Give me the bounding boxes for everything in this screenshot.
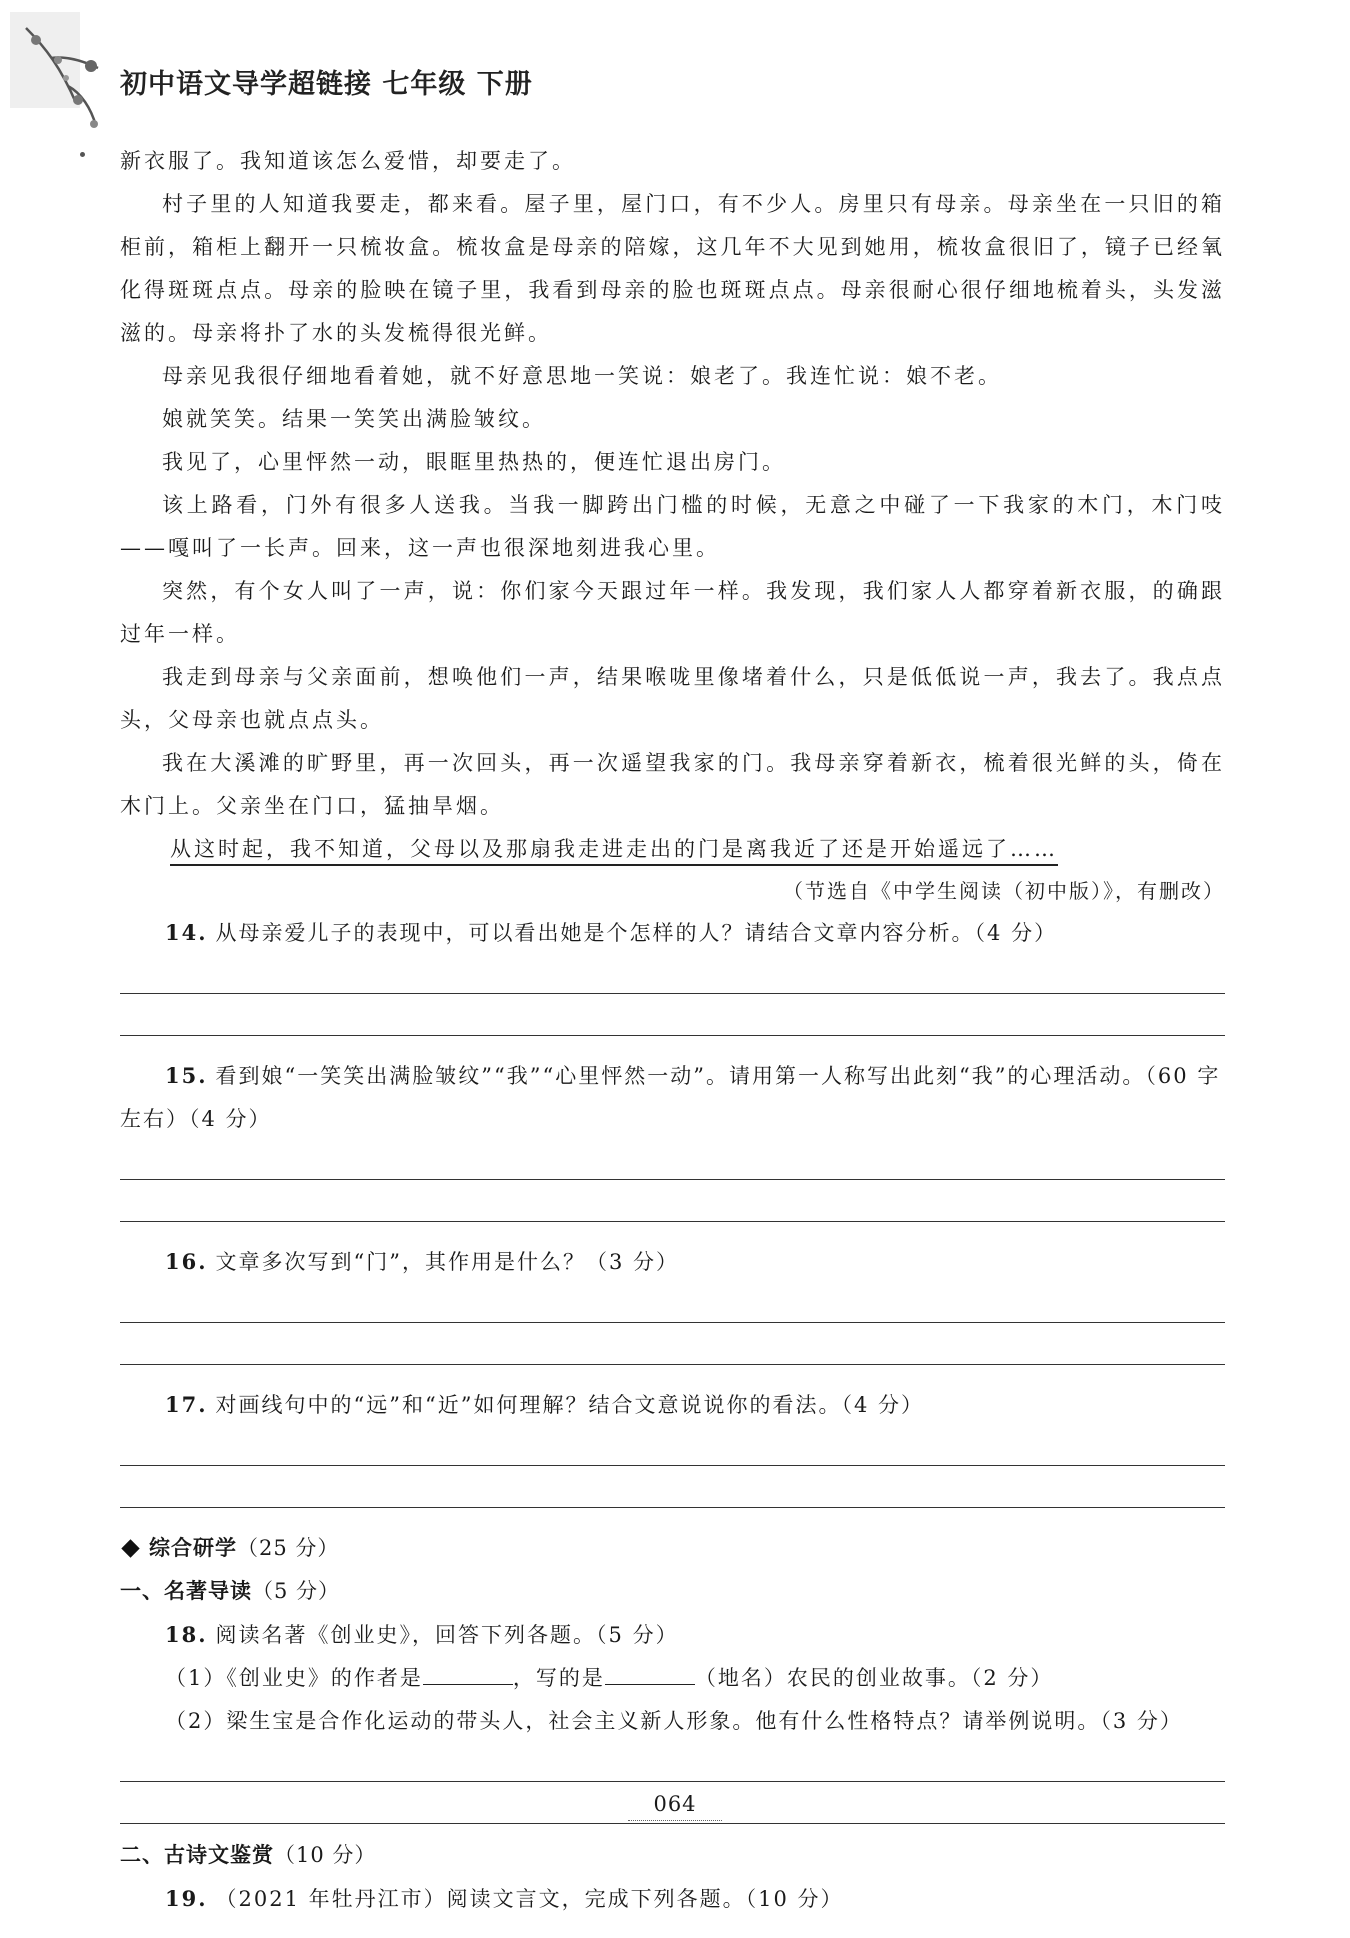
sub-question-text: （1）《创业史》的作者是 [165,1666,423,1690]
question-number: 17. [165,1392,208,1417]
passage-paragraph: 娘就笑笑。结果一笑笑出满脸皱纹。 [162,407,546,431]
page-content [120,140,1225,1921]
question-number: 16. [165,1249,208,1274]
part-title: 一、名著导读 [120,1579,252,1603]
part-points: （10 分） [274,1843,377,1867]
underlined-sentence [120,828,1225,871]
diamond-bullet-icon [121,1539,139,1557]
question-text: 文章多次写到“门”，其作用是什么？（3 分） [215,1250,680,1274]
question-text: 阅读名著《创业史》，回答下列各题。（5 分） [215,1623,679,1647]
question-text: 对画线句中的“远”和“近”如何理解？结合文意说说你的看法。（4 分） [215,1393,925,1417]
passage-source: （节选自《中学生阅读（初中版）》，有删改） [783,879,1225,903]
question-17 [120,1383,1225,1508]
fill-blank-place[interactable] [605,1666,695,1685]
fill-blank-author[interactable] [423,1666,513,1685]
margin-dot [80,152,85,157]
answer-line[interactable] [120,994,1225,1036]
book-title: 初中语文导学超链接 七年级 下册 [120,69,533,100]
question-16 [120,1240,1225,1365]
reading-passage [120,140,1225,911]
answer-line[interactable] [120,1141,1225,1180]
sub-question-text: ，写的是 [512,1666,605,1690]
page-number: 064 [653,1792,697,1816]
question-number: 15. [165,1063,208,1088]
answer-line[interactable] [120,1323,1225,1365]
question-number: 14. [165,920,208,945]
passage-paragraph: 该上路看，门外有很多人送我。当我一脚跨出门槛的时候，无意之中碰了一下我家的木门，木门吱——嘎叫了一长声。回来，这一声也很深地刻进我心里。 [120,493,1225,560]
question-15 [120,1054,1225,1222]
part-title: 二、古诗文鉴赏 [120,1843,274,1867]
question-number: 19. [165,1886,208,1911]
passage-paragraph: 我见了，心里怦然一动，眼眶里热热的，便连忙退出房门。 [162,450,786,474]
question-number: 18. [165,1622,208,1647]
question-18-sub-1 [120,1657,1225,1700]
sub-question-text: （地名）农民的创业故事。（2 分） [694,1666,1054,1690]
passage-paragraph: 我在大溪滩的旷野里，再一次回头，再一次遥望我家的门。我母亲穿着新衣，梳着很光鲜的头，倚在木门上。父亲坐在门口，猛抽旱烟。 [120,751,1225,818]
page-number-underline [628,1820,722,1821]
passage-paragraph: 村子里的人知道我要走，都来看。屋子里，屋门口，有不少人。房里只有母亲。母亲坐在一只旧的箱柜前，箱柜上翻开一只梳妆盒。梳妆盒是母亲的陪嫁，这几年不大见到她用，梳妆盒很旧了，镜子已经氧化得斑斑点点。母亲的脸映在镜子里，我看到母亲的脸也斑斑点点。母亲很耐心很仔细地梳着头，头发滋滋的。母亲将扑了水的头发梳得很光鲜。 [120,192,1225,345]
passage-paragraph: 突然，有个女人叫了一声，说：你们家今天跟过年一样。我发现，我们家人人都穿着新衣服，的确跟过年一样。 [120,579,1225,646]
question-text: （2021 年牡丹江市）阅读文言文，完成下列各题。（10 分） [215,1887,844,1911]
synthesis-section [120,1526,1225,1921]
passage-paragraph: 母亲见我很仔细地看着她，就不好意思地一笑说：娘老了。我连忙说：娘不老。 [162,364,1002,388]
question-18-sub-2: （2）梁生宝是合作化运动的带头人，社会主义新人形象。他有什么性格特点？请举例说明。（3 分） [165,1709,1183,1733]
part-points: （5 分） [252,1579,341,1603]
section-points: （25 分） [237,1536,340,1560]
passage-paragraph: 我走到母亲与父亲面前，想唤他们一声，结果喉咙里像堵着什么，只是低低说一声，我去了。我点点头，父母亲也就点点头。 [120,665,1225,732]
question-text: 从母亲爱儿子的表现中，可以看出她是个怎样的人？请结合文章内容分析。（4 分） [215,921,1058,945]
section-title: 综合研学 [149,1536,237,1560]
answer-line[interactable] [120,1427,1225,1466]
answer-line[interactable] [120,1743,1225,1782]
answer-line[interactable] [120,1466,1225,1508]
answer-line[interactable] [120,1180,1225,1222]
question-14 [120,911,1225,1036]
plum-blossom-decoration-icon [6,8,124,148]
underlined-sentence-text: 从这时起，我不知道，父母以及那扇我走进走出的门是离我近了还是开始遥远了…… [170,837,1058,866]
passage-paragraph: 新衣服了。我知道该怎么爱惜，却要走了。 [120,149,576,173]
question-text: 看到娘“一笑笑出满脸皱纹”“我”“心里怦然一动”。请用第一人称写出此刻“我”的心理活动。（60 字左右）（4 分） [120,1064,1221,1131]
answer-line[interactable] [120,955,1225,994]
answer-line[interactable] [120,1284,1225,1323]
